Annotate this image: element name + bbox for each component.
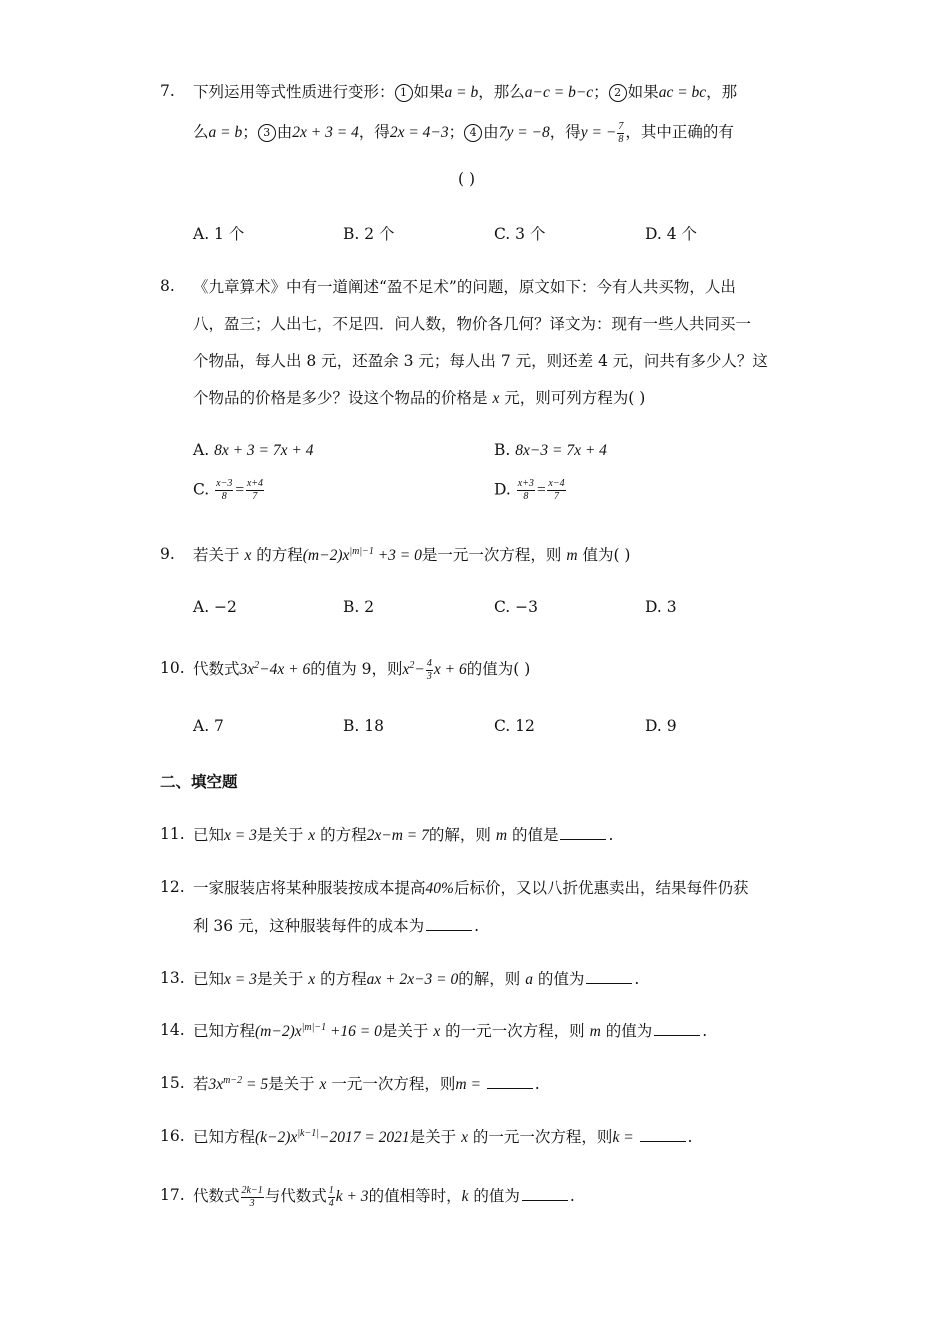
question-number: 7. xyxy=(160,82,175,100)
question-number: 16. xyxy=(160,1127,185,1145)
option-c: C. 3 个 xyxy=(494,225,546,243)
option-a: A. 1 个 xyxy=(193,225,245,243)
option-d: D. $\frac{x+3}{8}$ = $\frac{x-4}{7}$ xyxy=(494,478,565,502)
question-number: 17. xyxy=(160,1186,185,1204)
question-8-line-2: 八，盈三；人出七，不足四．问人数，物价各几何？译文为：现有一些人共同买一 xyxy=(193,315,752,333)
question-12-line-1: 一家服装店将某种服装按成本提高40%后标价，又以八折优惠卖出，结果每件仍获 xyxy=(193,879,749,897)
question-8-line-3: 个物品，每人出 8 元，还盈余 3 元；每人出 7 元，则还差 4 元，问共有多少人？这 xyxy=(193,352,768,370)
question-number: 9. xyxy=(160,545,175,563)
answer-blank[interactable] xyxy=(522,1186,568,1201)
answer-blank[interactable] xyxy=(640,1127,686,1142)
fraction: $\frac{x+4}{7}$ xyxy=(246,478,264,502)
option-d: D. 9 xyxy=(645,717,677,735)
option-a: A. 7 xyxy=(193,717,224,735)
question-10-line-1: 代数式$3x^2-4x + 6$的值为 9，则$x^2-$ $\frac{4}{3}$ x + 6的值为( ) xyxy=(193,657,531,682)
question-number: 8. xyxy=(160,277,175,295)
answer-parentheses: ( ) xyxy=(458,170,476,188)
option-c: C. −3 xyxy=(494,598,539,616)
answer-blank[interactable] xyxy=(560,825,606,840)
question-12-line-2: 利 36 元，这种服装每件的成本为 . xyxy=(193,917,480,935)
answer-blank[interactable] xyxy=(586,969,632,984)
fraction: $\frac{4}{3}$ xyxy=(426,657,432,682)
option-a: A. −2 xyxy=(193,598,237,616)
question-number: 15. xyxy=(160,1074,185,1092)
option-d: D. 3 xyxy=(645,598,677,616)
fraction: $\frac{1}{4}$ xyxy=(328,1184,334,1209)
question-number: 10. xyxy=(160,659,185,677)
circled-number: 4 xyxy=(464,124,482,142)
section-heading: 二、填空题 xyxy=(160,772,238,791)
answer-blank[interactable] xyxy=(654,1021,700,1036)
fraction: $\frac{2k-1}{3}$ xyxy=(241,1184,263,1209)
question-16-line-1: 已知方程$(k-2)x^{|k-1|}-2017 = 2021$是关于 x 的一元一次方程，则k = . xyxy=(193,1127,693,1146)
question-11-line-1: 已知x = 3是关于 x 的方程2x−m = 7的解，则 m 的值是 . xyxy=(193,826,614,844)
question-8-line-1: 《九章算术》中有一道阐述“盈不足术”的问题，原文如下：今有人共买物，人出 xyxy=(193,278,736,296)
option-b: B. 2 xyxy=(343,598,375,616)
option-b: B. 2 个 xyxy=(343,225,395,243)
option-a: A. 8x + 3 = 7x + 4 xyxy=(193,441,314,459)
circled-number: 1 xyxy=(395,84,413,102)
option-d: D. 4 个 xyxy=(645,225,698,243)
circled-number: 3 xyxy=(258,124,276,142)
question-number: 13. xyxy=(160,969,185,987)
circled-number: 2 xyxy=(609,84,627,102)
question-17-line-1: 代数式 $\frac{2k-1}{3}$ 与代数式 $\frac{1}{4}$ k + 3的值相等时，k 的值为 . xyxy=(193,1184,575,1209)
option-b: B. 18 xyxy=(343,717,384,735)
question-9-line-1: 若关于 x 的方程$(m-2)x^{|m|-1} +3 = 0$是一元一次方程，则 m 值为( ) xyxy=(193,545,631,564)
question-number: 14. xyxy=(160,1021,185,1039)
question-number: 12. xyxy=(160,878,185,896)
question-7-line-2: 么a = b； 3 由2x + 3 = 4，得2x = 4−3； 4 由7y = −8，得y = − $\frac{7}{8}$ ，其中正确的有 xyxy=(193,120,734,145)
question-number: 11. xyxy=(160,825,185,843)
question-15-line-1: 若$3x^{m-2} = 5$是关于 x 一元一次方程，则m = . xyxy=(193,1074,540,1093)
answer-blank[interactable] xyxy=(426,916,472,931)
question-14-line-1: 已知方程$(m-2)x^{|m|-1} +16 = 0$是关于 x 的一元一次方程，则 m 的值为 . xyxy=(193,1021,708,1040)
option-b: B. 8x−3 = 7x + 4 xyxy=(494,441,607,459)
fraction: $\frac{x-4}{7}$ xyxy=(548,478,565,502)
question-13-line-1: 已知x = 3是关于 x 的方程ax + 2x−3 = 0的解，则 a 的值为 . xyxy=(193,970,640,988)
question-8-line-4: 个物品的价格是多少？设这个物品的价格是 x 元，则可列方程为( ) xyxy=(193,389,646,407)
fraction: $\frac{7}{8}$ xyxy=(618,120,624,145)
question-7-line-1: 下列运用等式性质进行变形： 1 如果a = b，那么a−c = b−c； 2 如果ac = bc，那 xyxy=(193,83,738,101)
option-c: C. $\frac{x-3}{8}$ = $\frac{x+4}{7}$ xyxy=(193,478,264,502)
answer-blank[interactable] xyxy=(487,1074,533,1089)
fraction: $\frac{x+3}{8}$ xyxy=(517,478,534,502)
option-c: C. 12 xyxy=(494,717,535,735)
fraction: $\frac{x-3}{8}$ xyxy=(216,478,233,502)
